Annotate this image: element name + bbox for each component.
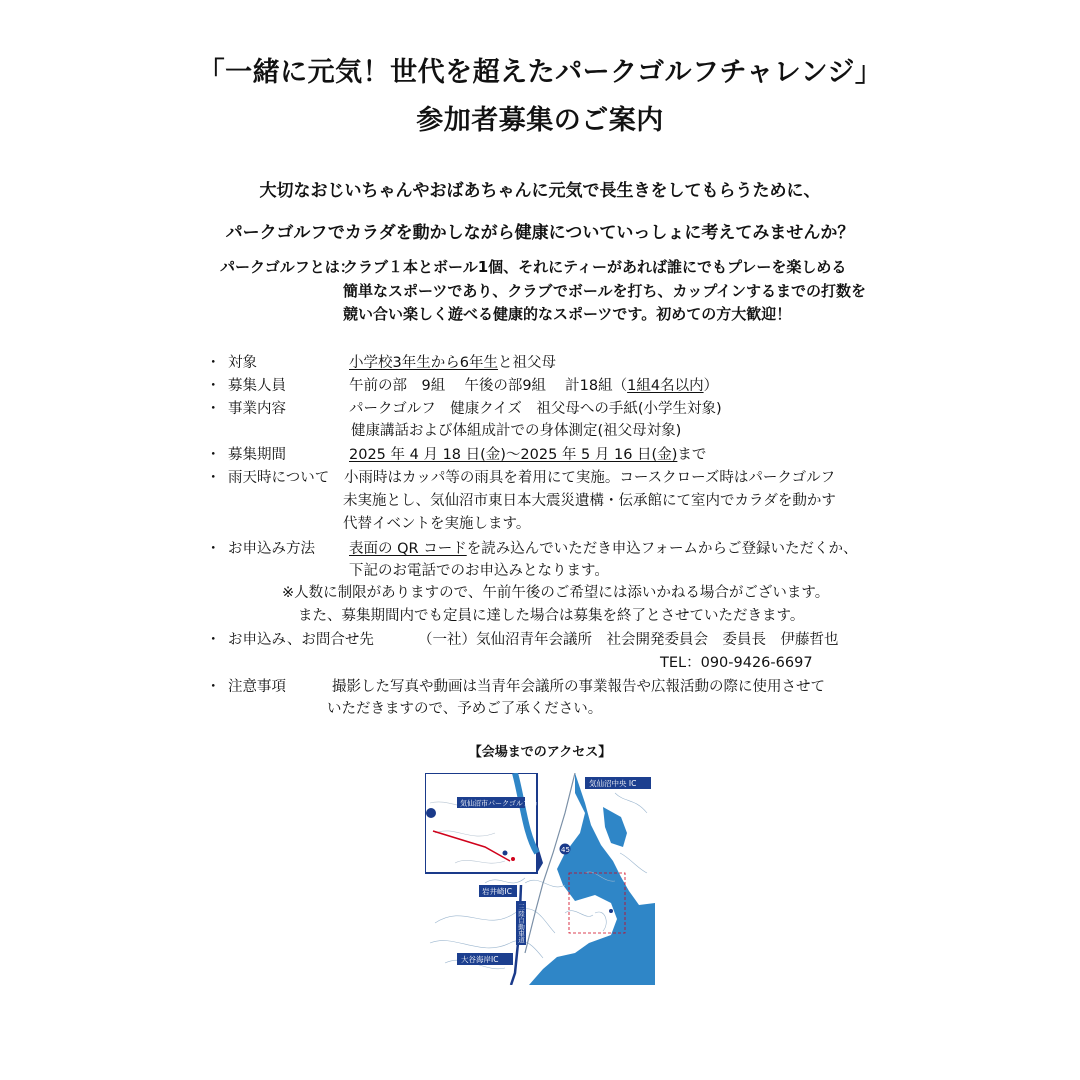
venue-label: 気仙沼市パークゴルフ場 [460,799,537,808]
period-value-underlined: 2025 年 4 月 18 日(金)～2025 年 5 月 16 日(金) [349,447,678,463]
apply-note1: ※人数に制限がありますので、午前午後のご希望には添いかねる場合がございます。 [282,585,830,601]
bullet: ・ [206,632,221,648]
notice-label: 注意事項 [228,679,286,695]
target-value-rest: と祖父母 [497,355,556,371]
intro-line3: 競い合い楽しく遊べる健康的なスポーツです。初めての方大歓迎！ [343,305,792,323]
rain-label: 雨天時について [228,470,330,486]
intro-line1: クラブ１本とボール1個、それにティーがあれば誰にでもプレーを楽しめる [343,258,847,276]
page-title-line1: 「一緒に元気！世代を超えたパークゴルフチャレンジ」 [197,57,883,88]
bullet: ・ [206,378,221,394]
apply-qr-underlined: 表面の QR コード [349,541,467,557]
lead-line1: 大切なおじいちゃんやおばあちゃんに元気で長生きをしてもらうために、 [259,181,821,201]
capacity-value-main: 午前の部 9組 午後の部9組 計18組（ [349,378,628,394]
apply-label: お申込み方法 [228,541,315,557]
target-value [349,351,556,372]
map-inset-venue-dot [503,851,508,856]
rain-line3: 代替イベントを実施します。 [343,516,531,532]
notice-line2: いただきますので、予めご了承ください。 [327,701,603,717]
capacity-label: 募集人員 [228,378,286,394]
bullet: ・ [206,355,221,371]
ic-chuo-label: 気仙沼中央 IC [589,779,637,788]
route-badge-inset [426,808,436,818]
apply-note2: また、募集期間内でも定員に達した場合は募集を終了とさせていただきます。 [298,608,805,624]
capacity-value-underlined: 1組4名以内 [627,378,704,394]
rain-line2: 未実施とし、気仙沼市東日本大震災遺構・伝承館にて室内でカラダを動かす [343,493,836,509]
target-label: 対象 [228,355,257,371]
rain-line1: 小雨時はカッパ等の雨具を着用にて実施。コースクローズ時はパークゴルフ [344,470,836,486]
period-label: 募集期間 [228,447,286,463]
bullet: ・ [206,541,221,557]
access-heading: 【会場までのアクセス】 [468,745,612,760]
map-inset-marker [511,857,515,861]
lead-line2: パークゴルフでカラダを動かしながら健康についていっしょに考えてみませんか？ [225,223,855,243]
expressway-label: 三陸自動車道 [517,904,525,943]
map-venue-dot [609,909,613,913]
contact-tel: TEL：090-9426-6697 [660,655,813,671]
bullet: ・ [206,470,221,486]
bullet: ・ [206,401,221,417]
apply-line1 [349,537,858,558]
contact-label: お申込み、お問合せ先 [228,632,374,648]
page-title-line2: 参加者募集のご案内 [416,105,664,136]
ic-iwaizaki-label: 岩井崎IC [482,887,512,896]
capacity-value-end: ） [703,378,719,394]
target-value-underlined: 小学校3年生から6年生 [349,355,498,371]
content-label: 事業内容 [228,401,286,417]
notice-line1: 撮影した写真や動画は当青年会議所の事業報告や広報活動の際に使用させて [332,679,825,695]
bullet: ・ [206,679,221,695]
contact-org: （一社）気仙沼青年会議所 社会開発委員会 委員長 伊藤哲也 [418,632,839,648]
intro-label: パークゴルフとは： [220,258,355,276]
access-map [425,773,655,985]
capacity-value [349,374,718,395]
bullet: ・ [206,447,221,463]
ic-ohya-label: 大谷海岸IC [461,955,499,964]
content-line2: 健康講話および体組成計での身体測定(祖父母対象) [351,423,682,439]
apply-line2: 下記のお電話でのお申込みとなります。 [349,563,609,579]
intro-line2: 簡単なスポーツであり、クラブでボールを打ち、カップインするまでの打数を [343,282,867,300]
content-line1: パークゴルフ 健康クイズ 祖父母への手紙(小学生対象) [349,401,722,417]
period-value [349,443,706,464]
apply-line1-rest: を読み込んでいただき申込フォームからご登録いただくか、 [466,541,858,557]
route-number: 45 [561,846,570,854]
period-value-rest: まで [677,447,707,463]
